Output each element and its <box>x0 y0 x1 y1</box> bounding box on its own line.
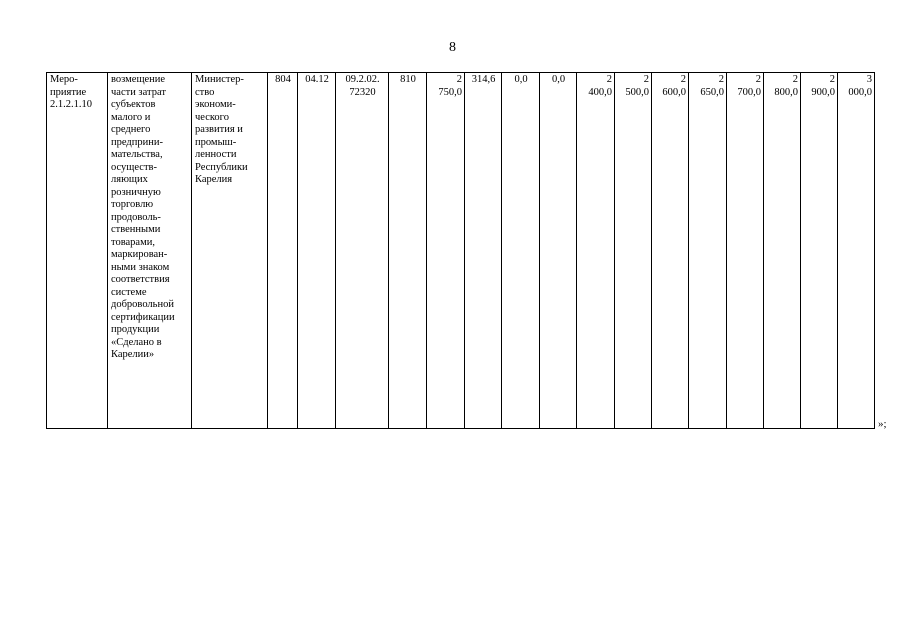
cell-value-5 <box>577 73 615 429</box>
cell-value-1 <box>427 73 465 429</box>
cell-value-4 <box>540 73 577 429</box>
cell-description <box>108 73 192 429</box>
cell-value-1-text: 2 750,0 <box>438 74 462 98</box>
cell-description-text: возмещение части затрат субъектов малого и среднего предприни- мательства, осуществ- ляющих розничную торговлю продоволь- ственными товарами, маркирован- ными знаком соответствия системе добровольной сертификации продукции «Сделано в Карелии» <box>111 74 175 360</box>
cell-value-10-text: 2 800,0 <box>774 74 798 98</box>
cell-value-3-text: 0,0 <box>514 74 528 85</box>
cell-value-11 <box>801 73 838 429</box>
cell-value-6-text: 2 500,0 <box>625 74 649 98</box>
cell-value-12-text: 3 000,0 <box>848 74 872 98</box>
table-row <box>47 73 875 429</box>
cell-value-9 <box>727 73 764 429</box>
cell-value-12 <box>838 73 875 429</box>
cell-value-6 <box>615 73 652 429</box>
cell-executor <box>192 73 268 429</box>
cell-rzpr-text: 04.12 <box>305 74 329 85</box>
cell-grbs <box>268 73 298 429</box>
cell-vr <box>389 73 427 429</box>
cell-value-8 <box>689 73 727 429</box>
cell-csr <box>336 73 389 429</box>
cell-value-9-text: 2 700,0 <box>737 74 761 98</box>
cell-rzpr <box>298 73 336 429</box>
budget-table <box>46 72 875 429</box>
cell-value-10 <box>764 73 801 429</box>
cell-value-8-text: 2 650,0 <box>700 74 724 98</box>
page-number: 8 <box>449 40 456 55</box>
closing-quote-mark: »; <box>878 418 887 430</box>
cell-value-4-text: 0,0 <box>551 74 566 85</box>
cell-value-7 <box>652 73 689 429</box>
cell-name-text: Меро- приятие 2.1.2.1.10 <box>50 74 92 110</box>
cell-value-3 <box>502 73 540 429</box>
cell-vr-text: 810 <box>400 74 416 85</box>
cell-value-7-text: 2 600,0 <box>662 74 686 98</box>
cell-name <box>47 73 108 429</box>
cell-value-2-text: 314,6 <box>471 74 496 85</box>
cell-grbs-text: 804 <box>275 74 291 85</box>
cell-csr-text: 09.2.02. 72320 <box>345 74 380 98</box>
cell-executor-text: Министер- ство экономи- ческого развития и промыш- ленности Республики Карелия <box>195 74 248 185</box>
cell-value-11-text: 2 900,0 <box>811 74 835 98</box>
cell-value-2 <box>465 73 502 429</box>
cell-value-5-text: 2 400,0 <box>588 74 612 98</box>
